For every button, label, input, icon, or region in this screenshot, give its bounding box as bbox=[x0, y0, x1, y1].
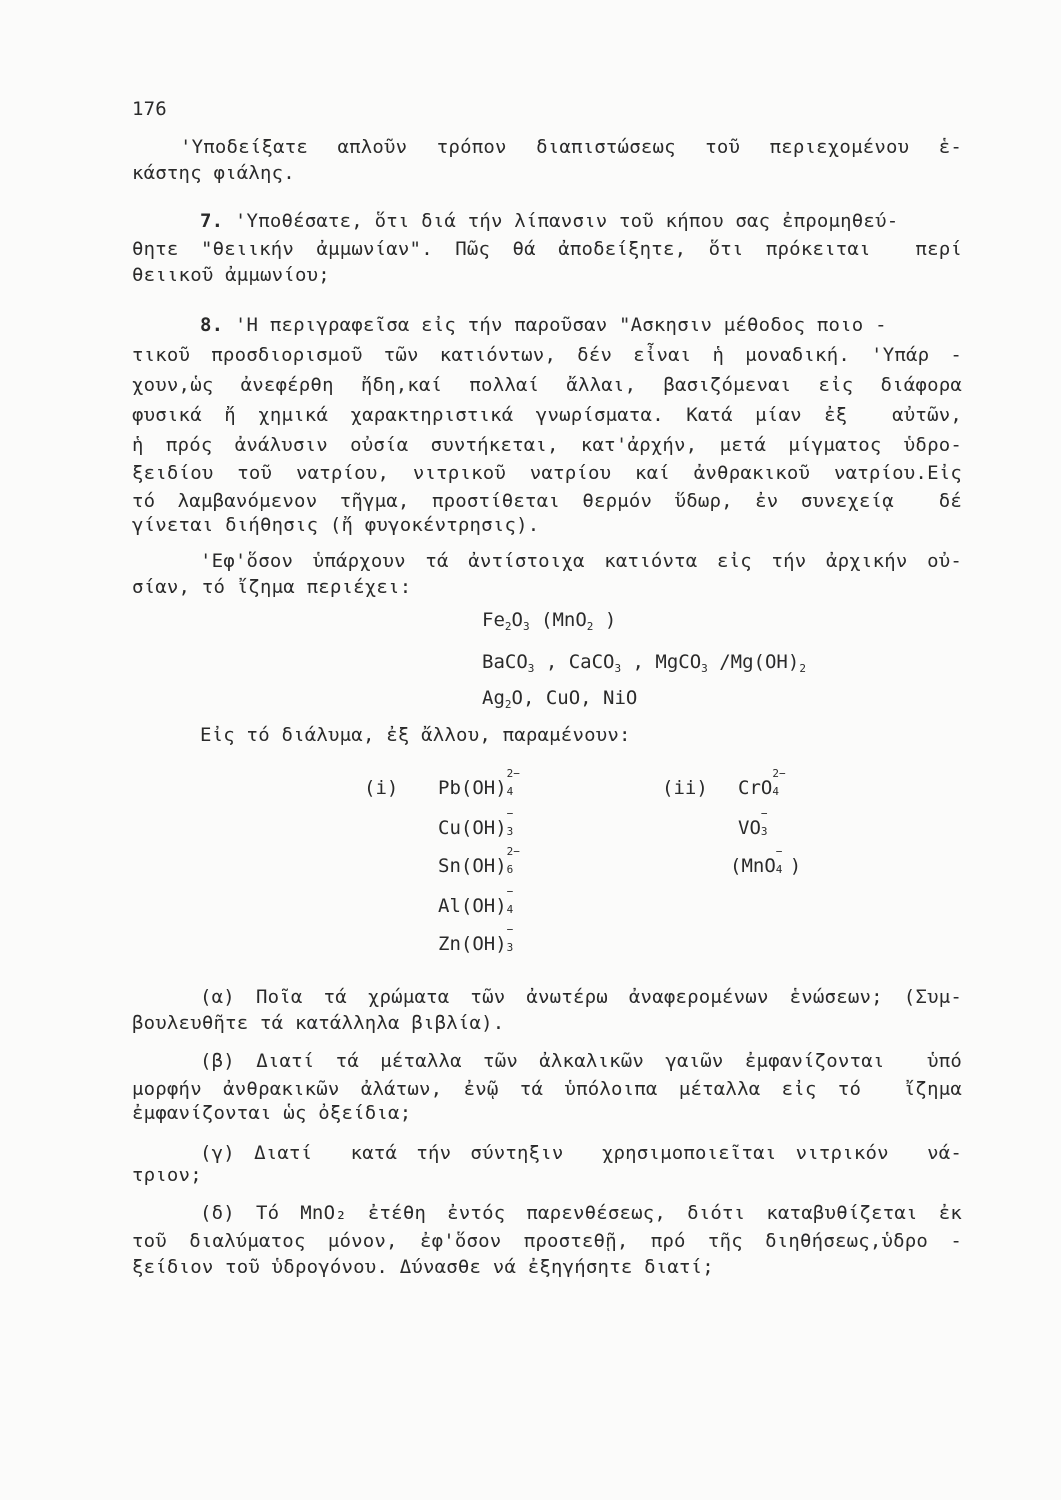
q7-text: 'Υποθέσατε, ὅτι διά τήν λίπανσιν τοῦ κήπου σας ἐπρομηθεύ- bbox=[223, 210, 899, 232]
ion-formula: CrO 2− 4 bbox=[738, 767, 786, 799]
group-i-label: (i) bbox=[364, 777, 399, 799]
solution-intro: Εἰς τό διάλυμα, ἐξ ἄλλου, παραμένουν: bbox=[200, 724, 631, 746]
question-a-line: (α) Ποῖα τά χρώματα τῶν ἀνωτέρω ἀναφερομένων ἑνώσεων; (Συμ- bbox=[200, 986, 962, 1008]
q7-line bbox=[200, 208, 962, 234]
q8-line: τό λαμβανόμενον τῆγμα, προστίθεται θερμόν ὕδωρ, ἐν συνεχείᾳ δέ bbox=[132, 490, 962, 512]
q8-paragraph-line: 'Εφ'ὅσον ὑπάρχουν τά ἀντίστοιχα κατιόντα εἰς τήν ἀρχικήν οὐ- bbox=[200, 550, 962, 572]
question-b-line: (β) Διατί τά μέταλλα τῶν ἀλκαλικῶν γαιῶν ἐμφανίζονται ὑπό bbox=[200, 1050, 962, 1072]
question-a-line: βουλευθῆτε τά κατάλληλα βιβλία). bbox=[132, 1012, 505, 1034]
ion-formula: Sn(OH) 2− 6 bbox=[438, 845, 520, 877]
question-d-line: (δ) Τό MnO₂ ἐτέθη ἐντός παρενθέσεως, διότι καταβυθίζεται ἐκ bbox=[200, 1202, 962, 1224]
ion-formula: (MnO − 4 ) bbox=[730, 845, 802, 877]
q8-line: ἡ πρός ἀνάλυσιν οὐσία συντήκεται, κατ'ἀρχήν, μετά μίγματος ὑδρο- bbox=[132, 434, 962, 456]
question-d-line: τοῦ διαλύματος μόνον, ἐφ'ὅσον προστεθῇ, πρό τῆς διηθήσεως,ὑδρο - bbox=[132, 1230, 962, 1252]
page-number: 176 bbox=[132, 98, 167, 120]
q8-line: φυσικά ἤ χημικά χαρακτηριστικά γνωρίσματα. Κατά μίαν ἐξ αὐτῶν, bbox=[132, 404, 962, 426]
intro-line: 'Υποδείξατε απλοῦν τρόπον διαπιστώσεως τοῦ περιεχομένου ἑ- bbox=[180, 136, 962, 158]
ion-formula: VO − 3 bbox=[738, 807, 768, 839]
q8-line: τικοῦ προσδιορισμοῦ τῶν κατιόντων, δέν εἶναι ἡ μοναδική. 'Υπάρ - bbox=[132, 344, 962, 366]
ion-formula: Zn(OH) − 3 bbox=[438, 923, 514, 955]
q8-number: 8. bbox=[200, 314, 224, 336]
ion-formula: Al(OH) − 4 bbox=[438, 885, 514, 917]
precipitate-formula-row: BaCO$_3$ , CaCO$_3$ , MgCO$_3$ $/Mg(OH)_2$ bbox=[482, 651, 806, 675]
q8-text: 'Η περιγραφεῖσα εἰς τήν παροῦσαν "Ασκησιν μέθοδος ποιο - bbox=[223, 314, 887, 336]
question-c-line: (γ) Διατί κατά τήν σύντηξιν χρησιμοποιεῖται νιτρικόν νά- bbox=[200, 1142, 962, 1164]
q8-line: ξειδίου τοῦ νατρίου, νιτρικοῦ νατρίου καί ἀνθρακικοῦ νατρίου.Εἰς bbox=[132, 462, 962, 484]
question-c-line: τριον; bbox=[132, 1164, 202, 1186]
q7-line: θειικοῦ ἀμμωνίου; bbox=[132, 264, 330, 286]
q8-line: γίνεται διήθησις (ἤ φυγοκέντρησις). bbox=[132, 514, 540, 536]
ion-formula: Cu(OH) − 3 bbox=[438, 807, 514, 839]
intro-line: κάστης φιάλης. bbox=[132, 162, 295, 184]
q7-line: θητε "θειικήν ἀμμωνίαν". Πῶς θά ἀποδείξητε, ὅτι πρόκειται περί bbox=[132, 238, 962, 260]
q8-paragraph-line: σίαν, τό ἴζημα περιέχει: bbox=[132, 576, 412, 598]
ion-formula: Pb(OH) 2− 4 bbox=[438, 767, 520, 799]
group-ii-label: (ii) bbox=[662, 777, 708, 799]
precipitate-formula-row: $Fe_2O_3$ (MnO$_2$ ) bbox=[482, 609, 617, 633]
q8-line: χουν,ὡς ἀνεφέρθη ἤδη,καί πολλαί ἄλλαι, βασιζόμεναι εἰς διάφορα bbox=[132, 374, 962, 396]
q8-line bbox=[200, 312, 962, 338]
q7-number: 7. bbox=[200, 210, 224, 232]
question-b-line: μορφήν ἀνθρακικῶν ἀλάτων, ἐνῷ τά ὑπόλοιπα μέταλλα εἰς τό ἴζημα bbox=[132, 1078, 962, 1100]
precipitate-formula-row: $Ag_2O$, CuO, NiO bbox=[482, 687, 638, 711]
question-d-line: ξείδιον τοῦ ὑδρογόνου. Δύνασθε νά ἐξηγήσητε διατί; bbox=[132, 1256, 714, 1278]
question-b-line: ἐμφανίζονται ὡς ὀξείδια; bbox=[132, 1102, 412, 1124]
